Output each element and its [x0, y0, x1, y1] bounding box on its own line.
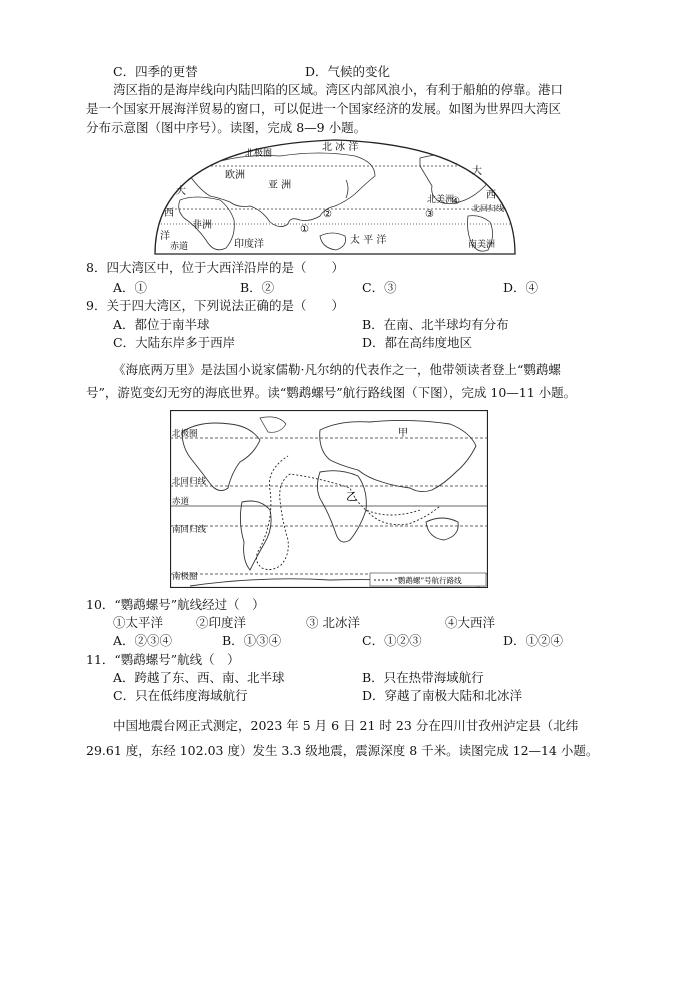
nautilus-intro-line-1: 《海底两万里》是法国小说家儒勒·凡尔纳的代表作之一，他带领读者登上“鹦鹉螺: [113, 362, 561, 377]
map1-pacific-label: 太 平 洋: [350, 235, 387, 246]
q11-option-b: B．只在热带海域航行: [362, 670, 484, 685]
q8-stem: 8．四大湾区中，位于大西洋沿岸的是（ ）: [86, 260, 344, 275]
q9-option-b: B．在南、北半球均有分布: [362, 317, 509, 332]
map2-tropic-cancer-label: 北回归线: [172, 477, 207, 487]
q8-option-a: A．①: [113, 280, 148, 295]
q9-option-a: A．都位于南半球: [113, 317, 210, 332]
world-bay-map: [150, 136, 520, 256]
map1-indian-ocean-label: 印度洋: [234, 239, 264, 250]
option-d: D．气候的变化: [305, 64, 391, 79]
map2-arctic-circle-label: 北极圈: [172, 429, 198, 439]
map2-equator-label: 赤道: [172, 497, 190, 507]
map1-north-america-label: 北美洲: [427, 195, 455, 205]
quake-intro-line-2: 29.61 度，东经 102.03 度）发生 3.3 级地震，震源深度 8 千米。读图完成 12—14 小题。: [86, 743, 599, 758]
map1-atlantic-right-1: 大: [472, 166, 482, 177]
q10-choice-1: ①太平洋: [113, 615, 164, 630]
map1-equator-label: 赤道: [170, 242, 189, 252]
q10-stem: 10．“鹦鹉螺号”航线经过（ ）: [86, 597, 265, 612]
q8-option-d: D．④: [503, 280, 539, 295]
map1-south-america-label: 南美洲: [468, 240, 496, 250]
bay-marker-2: ②: [323, 209, 332, 220]
nautilus-intro-line-2: 号”，游览变幻无穷的海底世界。读“鹦鹉螺号”航行路线图（下图），完成 10—11 小题。: [86, 385, 577, 400]
map2-antarctic-circle-label: 南极圈: [172, 572, 198, 582]
map1-asia-label: 亚 洲: [268, 180, 292, 191]
q11-option-a: A．跨越了东、西、南、北半球: [113, 670, 285, 685]
map1-arctic-label: 北 冰 洋: [322, 142, 359, 153]
q10-option-b: B．①③④: [222, 633, 282, 648]
q9-option-c: C．大陆东岸多于西岸: [113, 335, 236, 350]
map1-tropic-cancer-label: 北回归线: [472, 204, 504, 213]
map1-africa-label: 非洲: [192, 220, 212, 231]
bay-marker-1: ①: [300, 224, 309, 235]
map1-atlantic-left-2: 西: [164, 208, 174, 219]
bay-marker-3: ③: [425, 209, 434, 220]
map2-tropic-capricorn-label: 南回归线: [172, 525, 207, 535]
q10-option-d: D．①②④: [503, 633, 564, 648]
q11-stem: 11．“鹦鹉螺号”航线（ ）: [86, 652, 240, 667]
map1-north-polar-label: 北极圈: [245, 149, 273, 159]
q8-option-b: B．②: [240, 280, 275, 295]
q10-option-a: A．②③④: [113, 633, 173, 648]
q10-choice-3: ③ 北冰洋: [306, 615, 360, 630]
q11-option-d: D．穿越了南极大陆和北冰洋: [362, 688, 523, 703]
bay-intro-line-2: 是一个国家开展海洋贸易的窗口，可以促进一个国家经济的发展。如图为世界四大湾区: [86, 101, 562, 116]
q9-option-d: D．都在高纬度地区: [362, 335, 473, 350]
option-c: C．四季的更替: [113, 64, 198, 79]
nautilus-route-map: [170, 410, 488, 588]
bay-marker-4: ④: [451, 196, 460, 207]
q10-choice-4: ④大西洋: [445, 615, 496, 630]
map2-legend-label: “鹦鹉螺”号航行路线: [394, 576, 462, 585]
bay-intro-line-3: 分布示意图（图中序号）。读图，完成 8—9 小题。: [86, 120, 367, 135]
map1-europe-label: 欧洲: [225, 170, 245, 181]
map1-atlantic-right-2: 西: [486, 190, 496, 201]
map1-atlantic-left-1: 大: [176, 186, 186, 197]
q10-option-c: C．①②③: [362, 633, 422, 648]
map2-yi-label: 乙: [346, 490, 357, 503]
map2-jia-label: 甲: [398, 428, 408, 439]
quake-intro-line-1: 中国地震台网正式测定，2023 年 5 月 6 日 21 时 23 分在四川甘孜州泸定县（北纬: [113, 718, 579, 733]
q11-option-c: C．只在低纬度海域航行: [113, 688, 248, 703]
q10-choice-2: ②印度洋: [196, 615, 247, 630]
map1-atlantic-left-3: 洋: [160, 231, 170, 242]
q9-stem: 9．关于四大湾区，下列说法正确的是（ ）: [86, 298, 344, 313]
bay-intro-line-1: 湾区指的是海岸线向内陆凹陷的区域。湾区内部风浪小，有利于船舶的停靠。港口: [113, 82, 564, 97]
q8-option-c: C．③: [362, 280, 397, 295]
